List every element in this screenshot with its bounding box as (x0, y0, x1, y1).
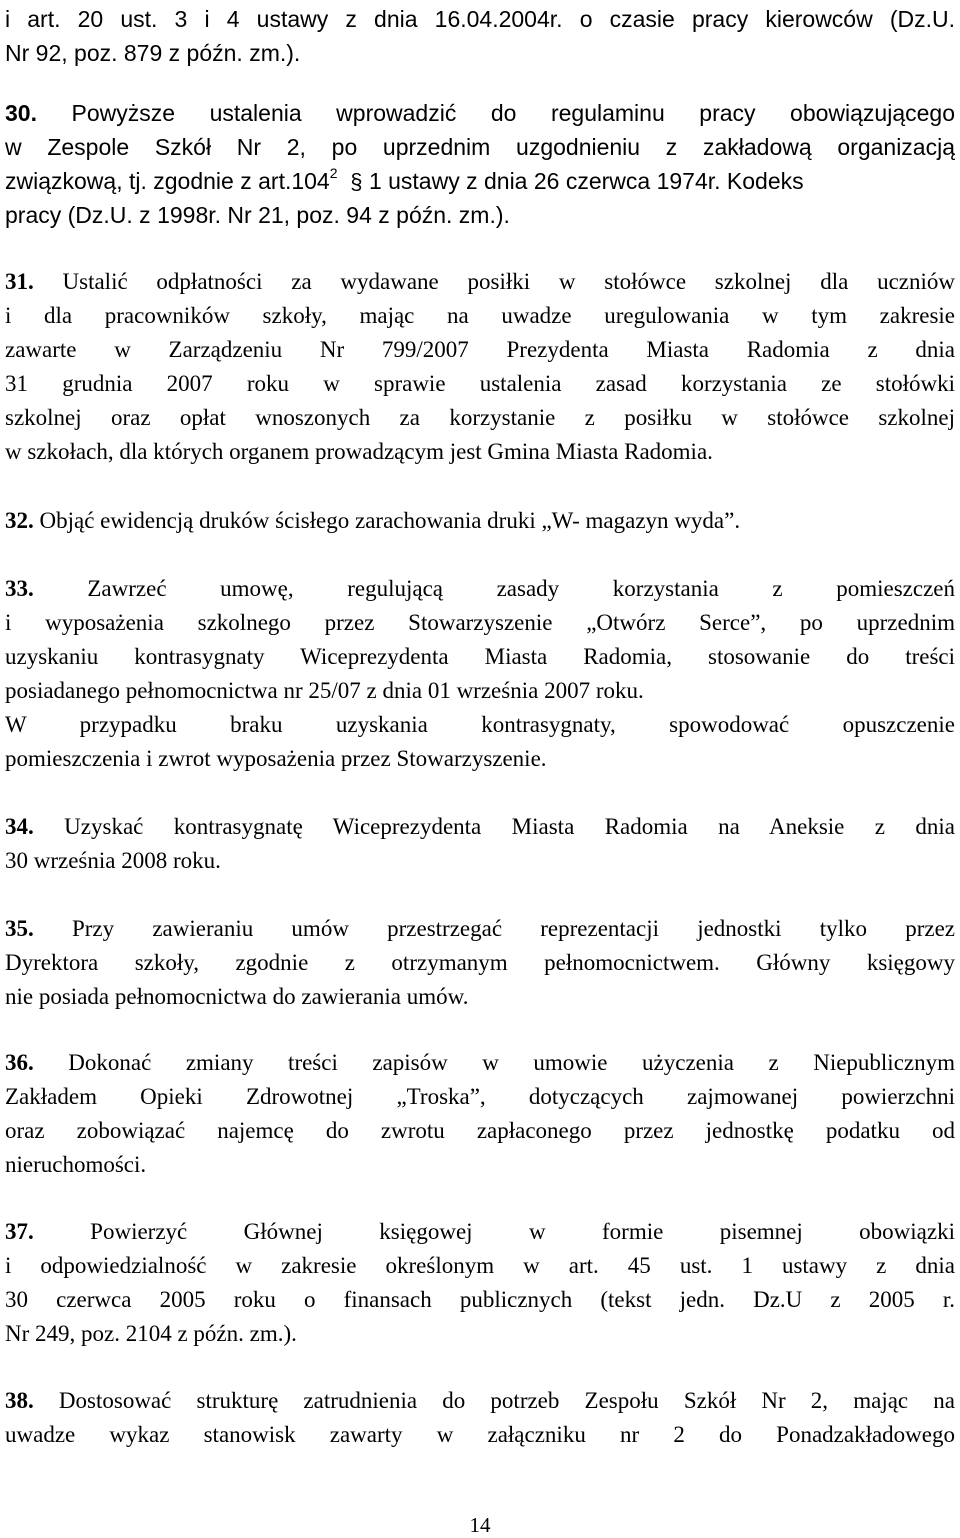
paragraph-line: szkolnej oraz opłat wnoszonych za korzystanie z posiłku w stołówce szkolnej (5, 405, 955, 430)
paragraph-line: Nr 249, poz. 2104 z późn. zm.). (5, 1321, 297, 1346)
paragraph-line: Dyrektora szkoły, zgodnie z otrzymanym pełnomocnictwem. Główny księgowy (5, 950, 955, 975)
paragraph-text: Powyższe ustalenia wprowadzić do regulaminu pracy obowiązującego (71, 100, 955, 126)
paragraph-line (5, 912, 955, 946)
paragraph-number: 38. (5, 1388, 34, 1413)
paragraph-text: Objąć ewidencją druków ścisłego zarachowania druki „W- magazyn wyda”. (39, 508, 741, 533)
paragraph-line (5, 572, 955, 606)
paragraph-line: nieruchomości. (5, 1152, 147, 1177)
paragraph-text: Dokonać zmiany treści zapisów w umowie użyczenia z Niepublicznym (68, 1050, 955, 1075)
paragraph-text: Powierzyć Głównej księgowej w formie pisemnej obowiązki (90, 1219, 955, 1244)
paragraph-line: nie posiada pełnomocnictwa do zawierania umów. (5, 984, 469, 1009)
paragraph-line: 30 czerwca 2005 roku o finansach publicznych (tekst jedn. Dz.U z 2005 r. (5, 1287, 955, 1312)
paragraph-text: 1 ustawy z dnia 26 czerwca 1974r. Kodeks (368, 168, 804, 194)
paragraph-number: 32. (5, 508, 34, 533)
paragraph-text: Zawrzeć umowę, regulującą zasady korzystania z pomieszczeń (87, 576, 955, 601)
paragraph-line (5, 164, 955, 198)
paragraph-text: Ustalić odpłatności za wydawane posiłki w stołówce szkolnej dla uczniów (62, 269, 955, 294)
superscript: 2 (329, 165, 338, 182)
paragraph-text: Uzyskać kontrasygnatę Wiceprezydenta Miasta Radomia na Aneksie z dnia (64, 814, 955, 839)
paragraph-line: w szkołach, dla których organem prowadzącym jest Gmina Miasta Radomia. (5, 439, 713, 464)
paragraph-number: 34. (5, 814, 34, 839)
paragraph-line (5, 1046, 955, 1080)
paragraph-37 (5, 1215, 955, 1351)
paragraph-35 (5, 912, 955, 1014)
paragraph-line (5, 810, 955, 844)
paragraph-line: 31 grudnia 2007 roku w sprawie ustalenia zasad korzystania ze stołówki (5, 371, 955, 396)
paragraph-line: oraz zobowiązać najemcę do zwrotu zapłaconego przez jednostkę podatku od (5, 1118, 955, 1143)
paragraph-number: 36. (5, 1050, 34, 1075)
paragraph-text: związkową, tj. zgodnie z art.104 (5, 168, 330, 194)
paragraph-number: 35. (5, 916, 34, 941)
intro-paragraph (5, 2, 955, 70)
paragraph-line (5, 265, 955, 299)
paragraph-36 (5, 1046, 955, 1182)
paragraph-30 (5, 96, 955, 232)
paragraph-line: i wyposażenia szkolnego przez Stowarzyszenie „Otwórz Serce”, po uprzednim (5, 610, 955, 635)
paragraph-line (5, 96, 955, 130)
paragraph-line: uzyskaniu kontrasygnaty Wiceprezydenta Miasta Radomia, stosowanie do treści (5, 644, 955, 669)
paragraph-line: w Zespole Szkół Nr 2, po uprzednim uzgodnieniu z zakładową organizacją (5, 134, 955, 160)
intro-line: Nr 92, poz. 879 z późn. zm.). (5, 40, 301, 66)
paragraph-38 (5, 1384, 955, 1452)
paragraph-line: posiadanego pełnomocnictwa nr 25/07 z dnia 01 września 2007 roku. (5, 678, 644, 703)
paragraph-32 (5, 504, 955, 538)
paragraph-line: i dla pracowników szkoły, mając na uwadze uregulowania w tym zakresie (5, 303, 955, 328)
paragraph-line: W przypadku braku uzyskania kontrasygnaty, spowodować opuszczenie (5, 712, 955, 737)
paragraph-line: pomieszczenia i zwrot wyposażenia przez Stowarzyszenie. (5, 746, 547, 771)
paragraph-line: i odpowiedzialność w zakresie określonym w art. 45 ust. 1 ustawy z dnia (5, 1253, 955, 1278)
paragraph-text: Dostosować strukturę zatrudnienia do potrzeb Zespołu Szkół Nr 2, mając na (58, 1388, 955, 1413)
section-sign: § (350, 169, 363, 194)
paragraph-line (5, 504, 955, 538)
paragraph-line: Zakładem Opieki Zdrowotnej „Troska”, dotyczących zajmowanej powierzchni (5, 1084, 955, 1109)
paragraph-line: pracy (Dz.U. z 1998r. Nr 21, poz. 94 z późn. zm.). (5, 202, 510, 228)
paragraph-number: 33. (5, 576, 34, 601)
paragraph-text: Przy zawieraniu umów przestrzegać reprezentacji jednostki tylko przez (71, 916, 955, 941)
paragraph-line (5, 1384, 955, 1418)
paragraph-line: uwadze wykaz stanowisk zawarty w załączniku nr 2 do Ponadzakładowego (5, 1422, 955, 1447)
paragraph-number: 30. (5, 100, 37, 126)
paragraph-number: 37. (5, 1219, 34, 1244)
paragraph-34 (5, 810, 955, 878)
paragraph-31 (5, 265, 955, 469)
paragraph-line (5, 1215, 955, 1249)
paragraph-number: 31. (5, 269, 34, 294)
page-number: 14 (469, 1513, 491, 1537)
paragraph-line: zawarte w Zarządzeniu Nr 799/2007 Prezydenta Miasta Radomia z dnia (5, 337, 955, 362)
paragraph-33 (5, 572, 955, 776)
paragraph-line: 30 września 2008 roku. (5, 848, 221, 873)
intro-line: i art. 20 ust. 3 i 4 ustawy z dnia 16.04.2004r. o czasie pracy kierowców (Dz.U. (5, 6, 955, 32)
